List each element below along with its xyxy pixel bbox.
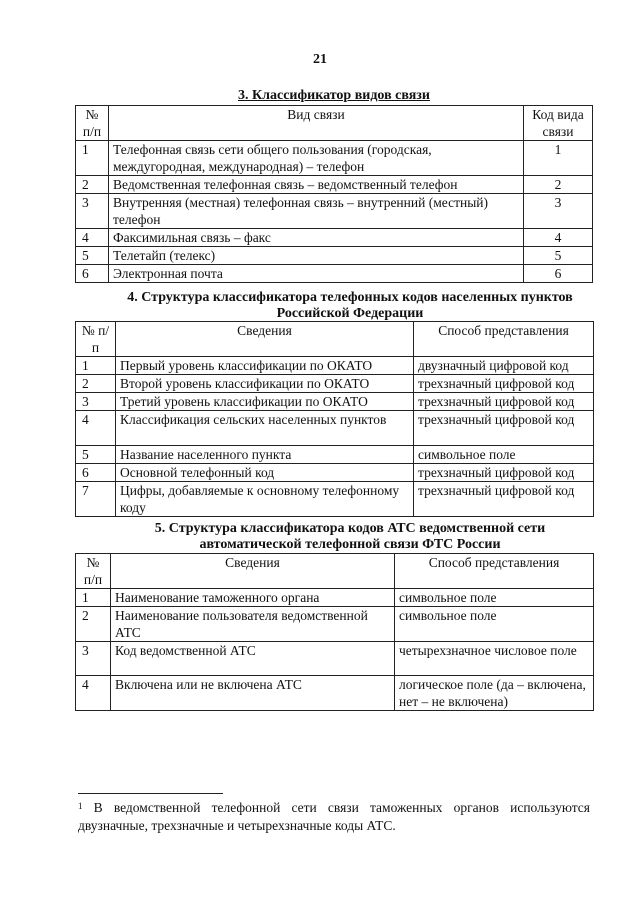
table-row: [76, 607, 594, 642]
row-format: четырехзначное числовое поле: [395, 642, 594, 676]
row-code: 2: [524, 176, 593, 194]
row-number: 4: [76, 411, 116, 446]
table-row: [76, 265, 593, 283]
col-header-number: № п/п: [76, 106, 109, 141]
row-info: Включена или не включена АТС: [111, 676, 395, 711]
table-row: [76, 464, 594, 482]
table-header-row: [76, 106, 593, 141]
communication-types-table: [75, 105, 593, 283]
row-number: 1: [76, 357, 116, 375]
row-type: Факсимильная связь – факс: [109, 229, 524, 247]
col-header-info: Сведения: [111, 554, 395, 589]
row-info: Наименование таможенного органа: [111, 589, 395, 607]
table-row: [76, 676, 594, 711]
row-code: 6: [524, 265, 593, 283]
footnote-marker: 1: [78, 801, 83, 811]
row-number: 7: [76, 482, 116, 517]
table-row: [76, 357, 594, 375]
row-type: Телетайп (телекс): [109, 247, 524, 265]
table-row: [76, 482, 594, 517]
row-code: 1: [524, 141, 593, 176]
col-header-format: Способ представления: [395, 554, 594, 589]
phone-codes-structure-table: [75, 321, 594, 517]
row-info: Второй уровень классификации по ОКАТО: [116, 375, 414, 393]
section-5-title: 5. Структура классификатора кодов АТС ведомственной сети автоматической телефонной связи ФТС России: [154, 521, 546, 552]
row-number: 2: [76, 176, 109, 194]
row-info: Название населенного пункта: [116, 446, 414, 464]
table-header-row: [76, 554, 594, 589]
row-info: Код ведомственной АТС: [111, 642, 395, 676]
row-number: 4: [76, 229, 109, 247]
row-format: трехзначный цифровой код: [414, 482, 594, 517]
row-number: 6: [76, 265, 109, 283]
row-type: Внутренняя (местная) телефонная связь – внутренний (местный) телефон: [109, 194, 524, 229]
table-row: [76, 247, 593, 265]
row-code: 5: [524, 247, 593, 265]
row-info: Классификация сельских населенных пунктов: [116, 411, 414, 446]
footnote-text: В ведомственной телефонной сети связи таможенных органов используются двузначные, трехзначные и четырехзначные коды АТС.: [78, 800, 590, 833]
footnote-divider: [78, 793, 223, 794]
table-row: [76, 375, 594, 393]
row-number: 3: [76, 393, 116, 411]
col-header-code: Код вида связи: [524, 106, 593, 141]
col-header-number: № п/п: [76, 554, 111, 589]
table-row: [76, 393, 594, 411]
section-3-title-text: 3. Классификатор видов связи: [237, 88, 430, 103]
table-header-row: [76, 322, 594, 357]
table-row: [76, 411, 594, 446]
table-row: [76, 176, 593, 194]
row-format: логическое поле (да – включена, нет – не включена): [395, 676, 594, 711]
col-header-format: Способ представления: [414, 322, 594, 357]
page-number: 21: [313, 52, 327, 67]
row-number: 5: [76, 446, 116, 464]
row-number: 3: [76, 642, 111, 676]
row-code: 4: [524, 229, 593, 247]
row-type: Ведомственная телефонная связь – ведомственный телефон: [109, 176, 524, 194]
footnote: [78, 799, 590, 835]
row-format: трехзначный цифровой код: [414, 464, 594, 482]
row-format: символьное поле: [414, 446, 594, 464]
row-info: Цифры, добавляемые к основному телефонному коду: [116, 482, 414, 517]
table-row: [76, 446, 594, 464]
row-number: 2: [76, 375, 116, 393]
row-format: двузначный цифровой код: [414, 357, 594, 375]
row-number: 4: [76, 676, 111, 711]
col-header-type: Вид связи: [109, 106, 524, 141]
row-format: трехзначный цифровой код: [414, 375, 594, 393]
pbx-codes-structure-table: [75, 553, 594, 711]
col-header-number: № п/п: [76, 322, 116, 357]
table-row: [76, 589, 594, 607]
section-4-title: 4. Структура классификатора телефонных кодов населенных пунктов Российской Федерации: [127, 290, 573, 321]
row-info: Первый уровень классификации по ОКАТО: [116, 357, 414, 375]
table-row: [76, 141, 593, 176]
row-number: 3: [76, 194, 109, 229]
table-row: [76, 194, 593, 229]
row-number: 5: [76, 247, 109, 265]
section-3-title: [75, 88, 593, 104]
row-info: Основной телефонный код: [116, 464, 414, 482]
table-row: [76, 229, 593, 247]
row-format: символьное поле: [395, 589, 594, 607]
row-code: 3: [524, 194, 593, 229]
row-info: Наименование пользователя ведомственной АТС: [111, 607, 395, 642]
row-type: Электронная почта: [109, 265, 524, 283]
row-number: 6: [76, 464, 116, 482]
col-header-info: Сведения: [116, 322, 414, 357]
row-number: 1: [76, 141, 109, 176]
row-info: Третий уровень классификации по ОКАТО: [116, 393, 414, 411]
row-format: трехзначный цифровой код: [414, 393, 594, 411]
row-type: Телефонная связь сети общего пользования (городская, междугородная, международная) – телефон: [109, 141, 524, 176]
row-format: трехзначный цифровой код: [414, 411, 594, 446]
table-row: [76, 642, 594, 676]
row-number: 1: [76, 589, 111, 607]
row-format: символьное поле: [395, 607, 594, 642]
row-number: 2: [76, 607, 111, 642]
